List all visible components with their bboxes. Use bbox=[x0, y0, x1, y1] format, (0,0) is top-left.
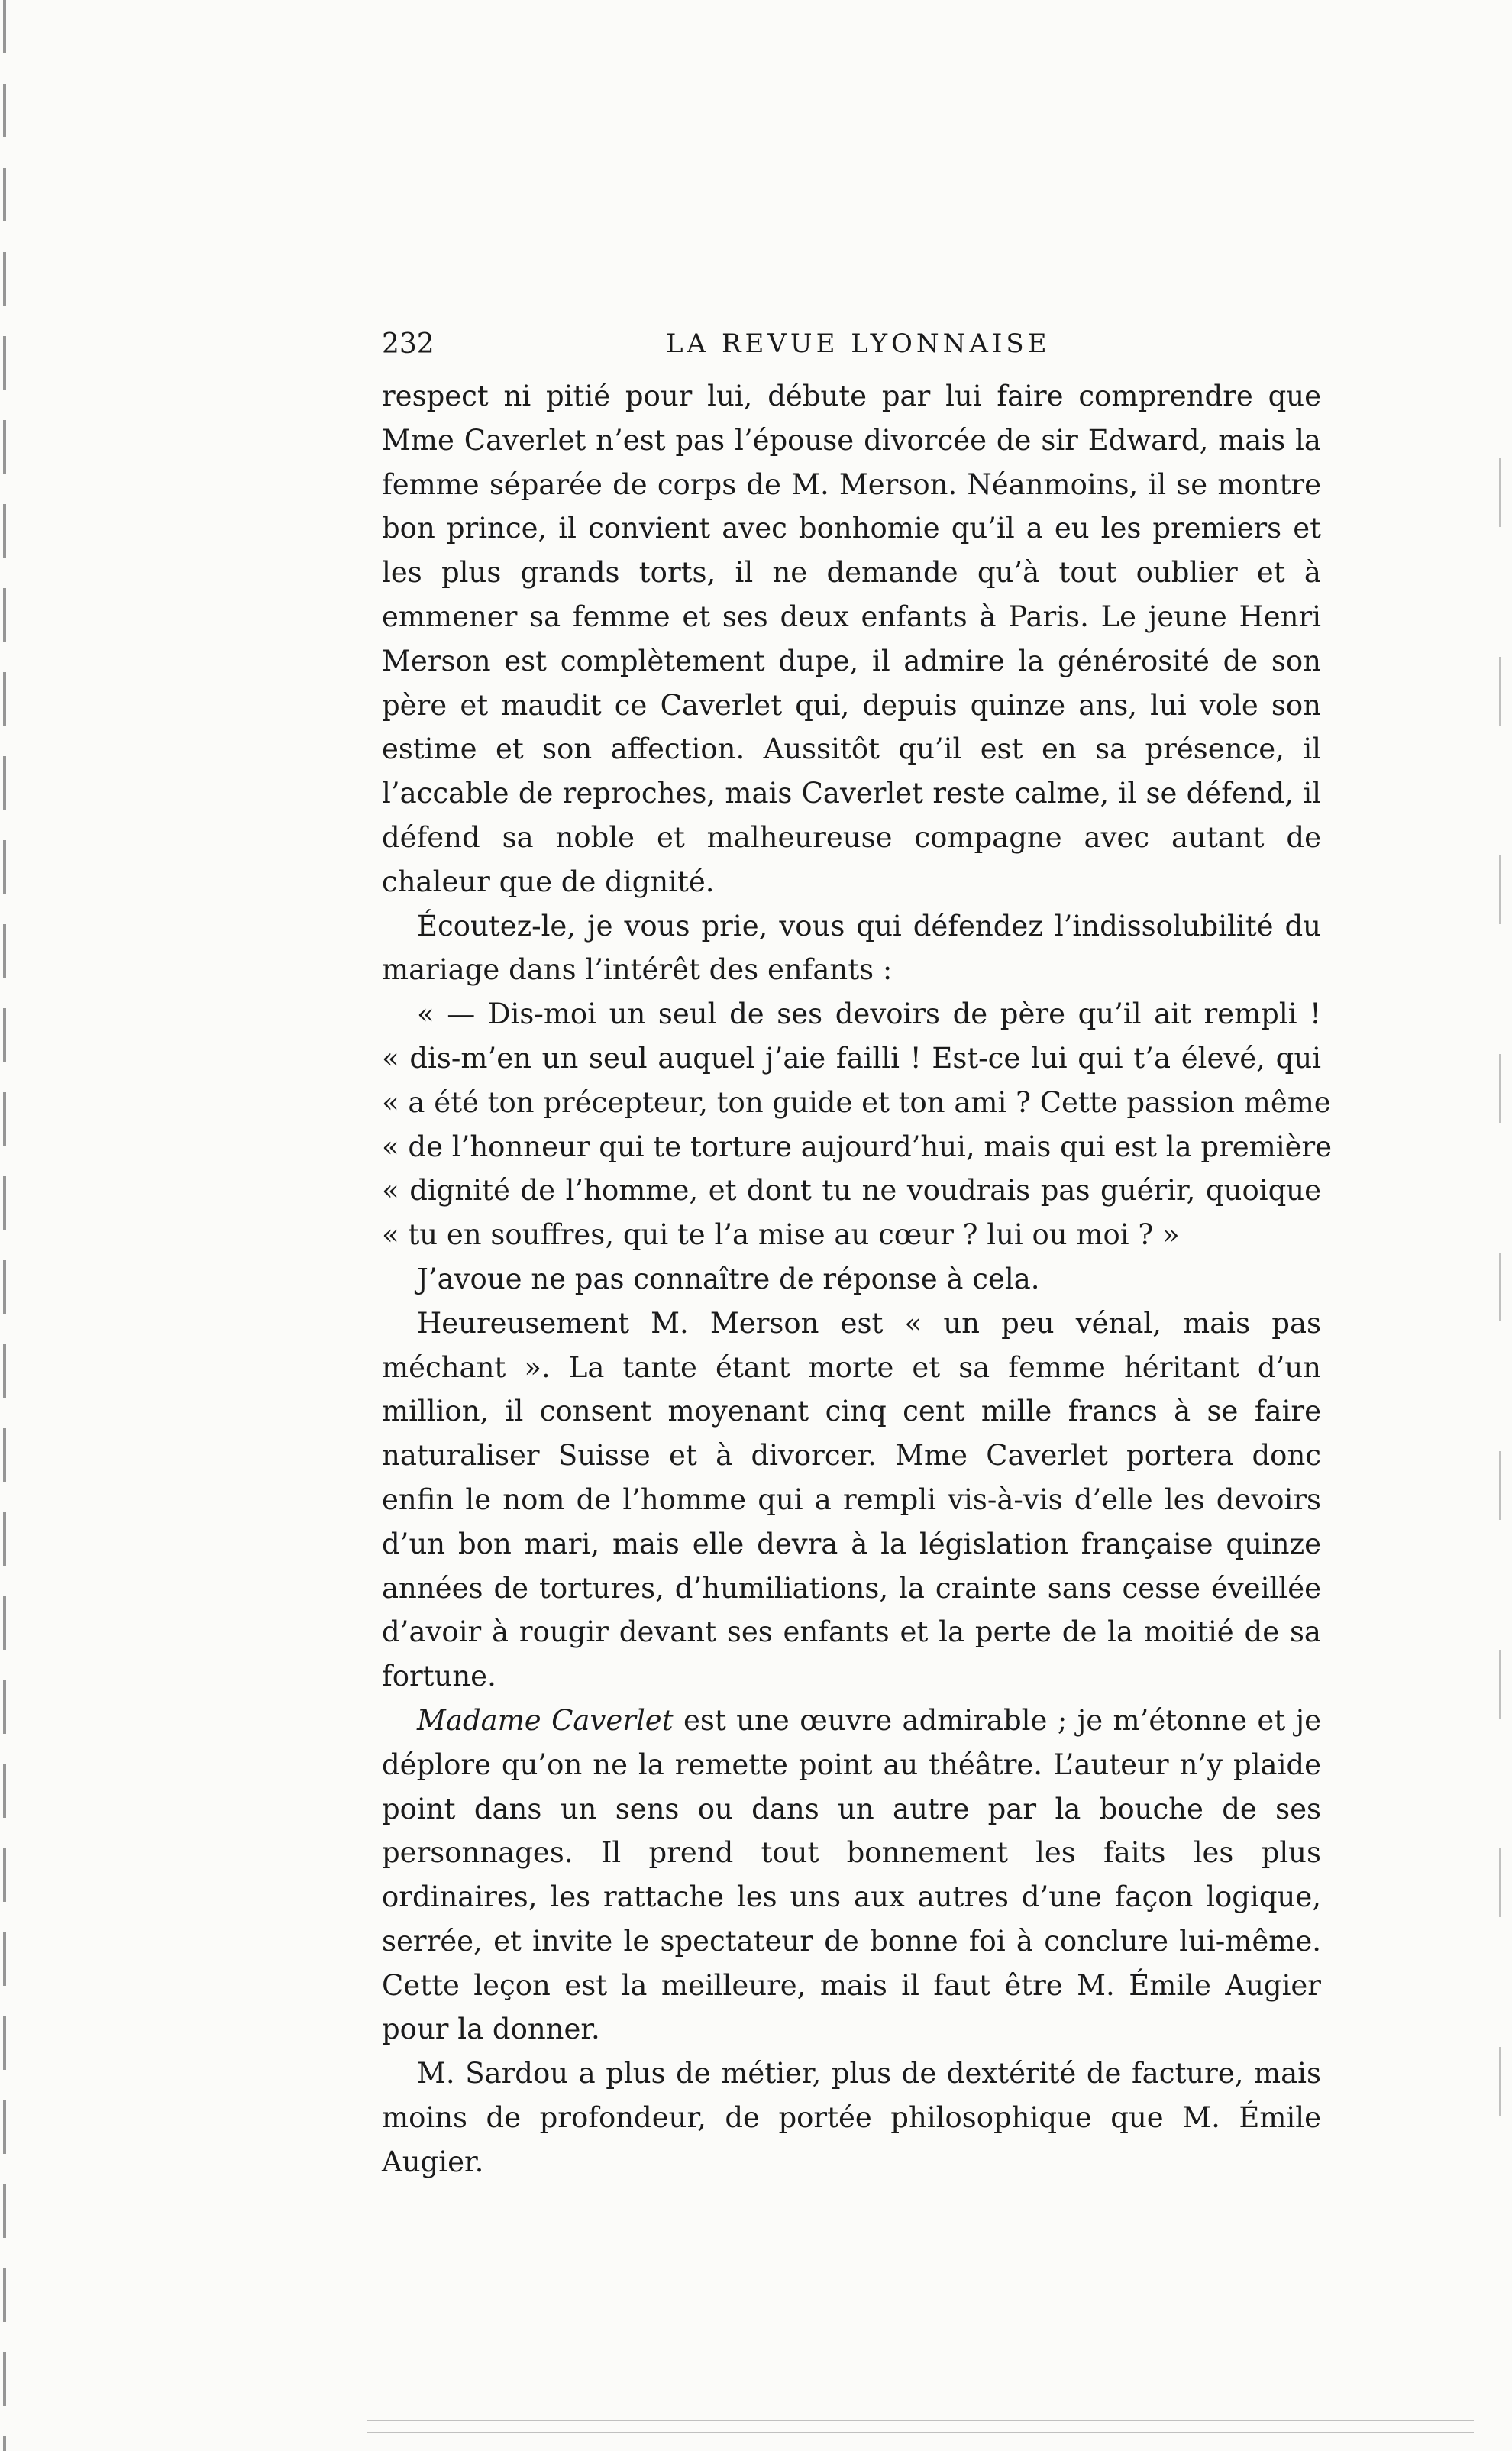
body-text bbox=[382, 374, 1333, 2184]
quote-line-6: « tu en souffres, qui te l’a mise au cœur ? lui ou moi ? » bbox=[382, 1218, 1180, 1252]
quote-line-2: « dis-m’en un seul auquel j’aie failli ! Est-ce lui qui t’a élevé, qui bbox=[382, 1041, 1321, 1075]
bottom-rule-upper bbox=[367, 2420, 1474, 2421]
quote-line-4: « de l’honneur qui te torture aujourd’hui, mais qui est la première bbox=[382, 1130, 1333, 1163]
paragraph-5 bbox=[382, 1699, 1321, 2052]
paragraph-3: J’avoue ne pas connaître de réponse à cela. bbox=[417, 1262, 1040, 1295]
play-title: Madame Caverlet bbox=[417, 1703, 674, 1737]
paragraph-4: Heureusement M. Merson est « un peu vénal, mais pas méchant ». La tante étant morte et sa femme héritant d’un million, il consent moyenant cinq cent mille francs à se faire naturaliser Suisse et à divorcer. Mme Caverlet portera donc enfin le nom de l’homme qui a rempli vis-à-vis d’elle les devoirs d’un bon mari, mais elle devra à la législation française quinze années de tortures, d’humiliations, la crainte sans cesse éveillée d’avoir à rougir devant ses enfants et la perte de la moitié de sa fortune. bbox=[382, 1306, 1321, 1693]
running-head bbox=[382, 321, 1321, 364]
quote-line-1: « — Dis-moi un seul de ses devoirs de père qu’il ait rempli ! bbox=[417, 998, 1321, 1031]
paragraph-6: M. Sardou a plus de métier, plus de dextérité de facture, mais moins de profondeur, de portée philosophique que M. Émile Augier. bbox=[382, 2057, 1321, 2178]
scan-edge-right bbox=[1499, 458, 1501, 2215]
journal-title: LA REVUE LYONNAISE bbox=[666, 328, 1051, 359]
quotation-block bbox=[382, 992, 1333, 1257]
bottom-rule-lower bbox=[367, 2432, 1474, 2433]
quote-line-5: « dignité de l’homme, et dont tu ne voudrais pas guérir, quoique bbox=[382, 1174, 1321, 1208]
book-page bbox=[382, 321, 1333, 2184]
paragraph-5-text: est une œuvre admirable ; je m’étonne et je déplore qu’on ne la remette point au théâtre. L’auteur n’y plaide point dans un sens ou dans un autre par la bouche de ses personnages. Il prend tout bonnement les faits les plus ordinaires, les rattache les uns aux autres d’une façon logique, serrée, et invite le spectateur de bonne foi à conclure lui-même. Cette leçon est la meilleure, mais il faut être M. Émile Augier pour la donner. bbox=[382, 1703, 1322, 2046]
page-number: 232 bbox=[382, 328, 435, 360]
quote-line-3: « a été ton précepteur, ton guide et ton ami ? Cette passion même bbox=[382, 1085, 1331, 1119]
paragraph-1: respect ni pitié pour lui, débute par lui faire comprendre que Mme Caverlet n’est pas l’épouse divorcée de sir Edward, mais la femme séparée de corps de M. Merson. Néanmoins, il se montre bon prince, il convient avec bonhomie qu’il a eu les premiers et les plus grands torts, il ne demande qu’à tout oublier et à emmener sa femme et ses deux enfants à Paris. Le jeune Henri Merson est complètement dupe, il admire la générosité de son père et maudit ce Caverlet qui, depuis quinze ans, lui vole son estime et son affection. Aussitôt qu’il est en sa présence, il l’accable de reproches, mais Caverlet reste calme, il se défend, il défend sa noble et malheureuse compagne avec autant de chaleur que de dignité. bbox=[382, 380, 1321, 898]
paragraph-2: Écoutez-le, je vous prie, vous qui défendez l’indissolubilité du mariage dans l’intérêt des enfants : bbox=[382, 909, 1321, 987]
scan-edge-left bbox=[3, 0, 6, 2451]
